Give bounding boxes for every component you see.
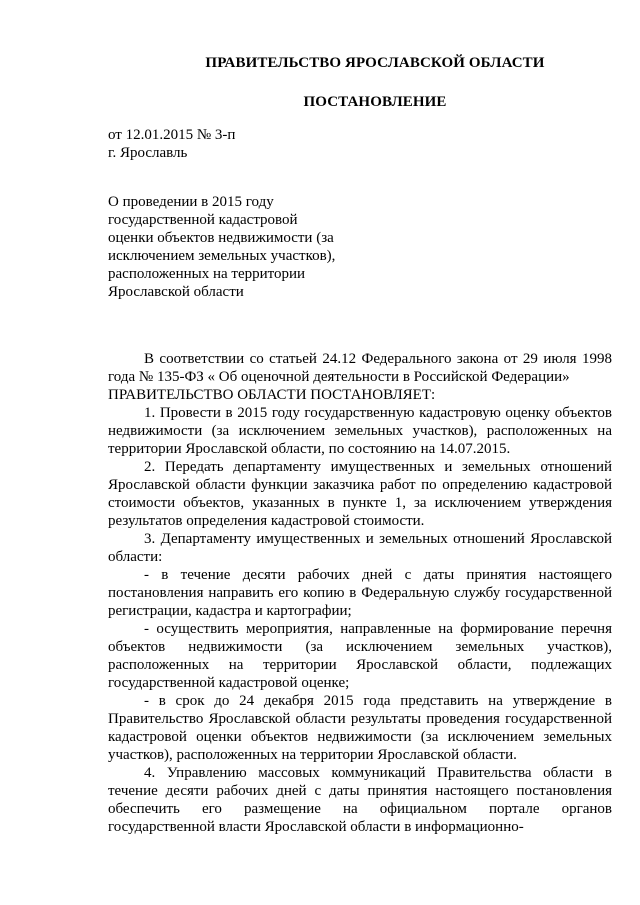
document-type-title: ПОСТАНОВЛЕНИЕ [303, 94, 447, 110]
document-body [108, 350, 612, 836]
item-3-subitem-b: - осуществить мероприятия, направленные на формирование перечня объектов недвижимости (за исключением земельных участков), расположенных на территории Ярославской области, подлежащих государственной кадастровой оценке; [108, 621, 612, 691]
item-3-paragraph: 3. Департаменту имущественных и земельных отношений Ярославской области: [108, 531, 612, 565]
item-3-subitem-c: - в срок до 24 декабря 2015 года представить на утверждение в Правительство Ярославской области результаты проведения государственной кадастровой оценки объектов недвижимости (за исключением земельных участков), расположенных на территории Ярославской области. [108, 693, 612, 763]
decree-line: ПРАВИТЕЛЬСТВО ОБЛАСТИ ПОСТАНОВЛЯЕТ: [108, 387, 436, 403]
date-and-number: от 12.01.2015 № 3-п [108, 127, 236, 143]
preamble-paragraph: В соответствии со статьей 24.12 Федерального закона от 29 июля 1998 года № 135-ФЗ « Об оценочной деятельности в Российской Федерации» [108, 351, 612, 385]
item-1-paragraph: 1. Провести в 2015 году государственную кадастровую оценку объектов недвижимости (за исключением земельных участков), расположенных на территории Ярославской области, по состоянию на 14.07.2015. [108, 405, 612, 457]
city: г. Ярославль [108, 145, 188, 161]
item-2-paragraph: 2. Передать департаменту имущественных и земельных отношений Ярославской области функции заказчика работ по определению кадастровой стоимости объектов, указанных в пункте 1, за исключением утверждения результатов определения кадастровой стоимости. [108, 459, 612, 529]
organization-title: ПРАВИТЕЛЬСТВО ЯРОСЛАВСКОЙ ОБЛАСТИ [205, 55, 545, 71]
document-subject: О проведении в 2015 году государственной кадастровой оценки объектов недвижимости (за исключением земельных участков), расположенных на территории Ярославской области [108, 194, 336, 300]
item-3-subitem-a: - в течение десяти рабочих дней с даты принятия настоящего постановления направить его копию в Федеральную службу государственной регистрации, кадастра и картографии; [108, 567, 612, 619]
item-4-paragraph: 4. Управлению массовых коммуникаций Правительства области в течение десяти рабочих дней с даты принятия настоящего постановления обеспечить его размещение на официальном портале органов государственной власти Ярославской области в информационно- [108, 765, 612, 835]
